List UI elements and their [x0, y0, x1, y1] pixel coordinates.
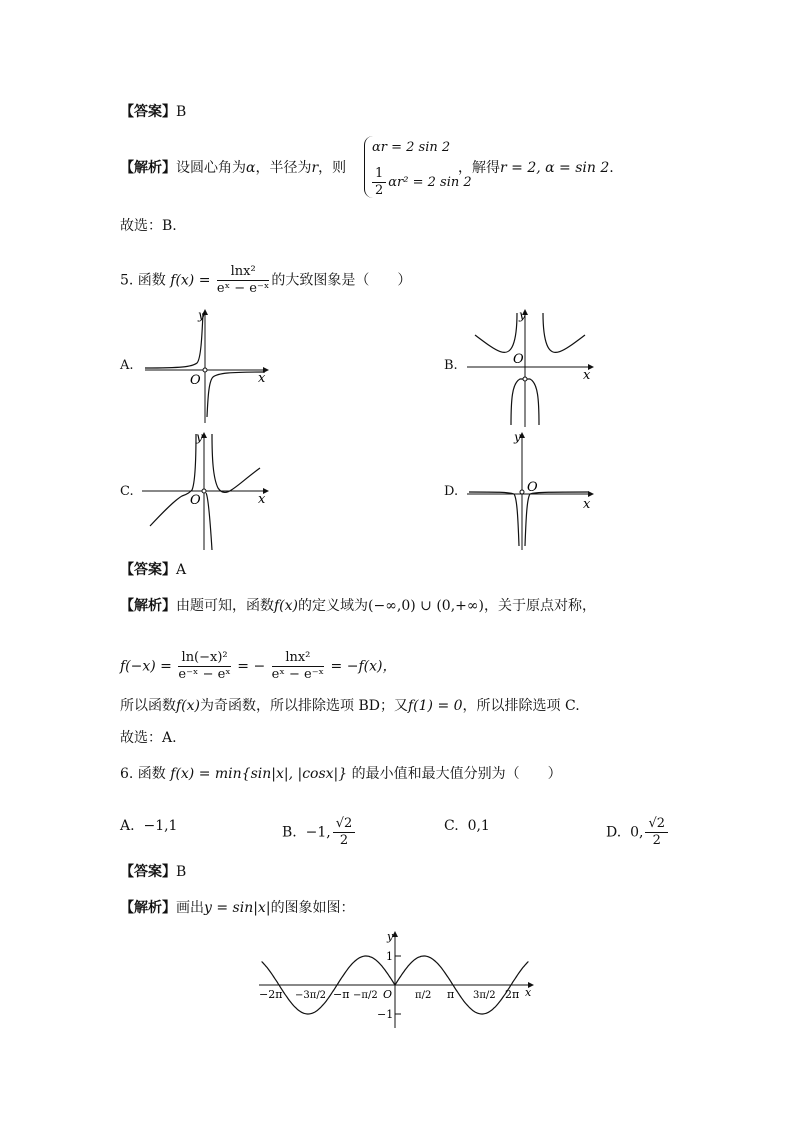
option-value: 0, — [630, 824, 644, 841]
option-value: 0,1 — [467, 818, 490, 834]
answer-5 — [120, 560, 186, 580]
analysis-5-line3 — [120, 696, 580, 716]
tick-label: O — [383, 988, 393, 1001]
analysis-label: 【解析】 — [120, 900, 176, 916]
origin-label: O — [190, 373, 201, 388]
analysis-text: ，所以排除选项 C. — [462, 698, 580, 714]
option-d-label: D. — [444, 484, 459, 499]
denominator: 2 — [339, 833, 349, 848]
tick-label: −3π/2 — [295, 990, 327, 1001]
conclusion-4: 故选：B. — [120, 218, 177, 234]
denominator: eˣ − e⁻ˣ — [271, 667, 325, 682]
curve-right-up — [212, 434, 260, 492]
y-label: y — [514, 430, 521, 444]
option-6c — [444, 816, 490, 836]
option-a-label: A. — [120, 358, 134, 373]
system-eq-1: αr = 2 sin 2 — [372, 140, 451, 155]
function-symbol: f(x) — [274, 598, 299, 614]
function-def: f(x) = min{sin|x|, |cosx|} — [170, 766, 348, 782]
curve-right-down — [206, 493, 212, 550]
eq-fraction-2 — [272, 650, 324, 683]
answer-label: 【答案】 — [120, 104, 176, 120]
option-label: B. — [282, 824, 297, 841]
question-suffix: 的最小值和最大值分别为（ ） — [351, 766, 562, 782]
eq-fraction-1 — [178, 650, 230, 683]
question-number: 5. 函数 — [120, 272, 166, 289]
denominator: e⁻ˣ − eˣ — [178, 667, 231, 682]
analysis-5-line1 — [120, 596, 596, 616]
option-value: −1, — [305, 824, 331, 841]
eq-rhs: = −f(x)， — [330, 658, 397, 675]
option-label: A. — [120, 818, 135, 834]
fraction-half — [372, 166, 386, 199]
y-label: y — [519, 308, 526, 322]
option-b-label: B. — [444, 358, 458, 373]
function-symbol: f(x) — [176, 698, 201, 714]
denominator: 2 — [375, 183, 384, 198]
tick-label: 2π — [505, 988, 520, 1001]
question-suffix: 的大致图象是（ ） — [271, 272, 412, 289]
option-fraction — [645, 816, 668, 849]
tick-label: −π/2 — [353, 990, 378, 1001]
graph-option-c — [140, 428, 275, 552]
period: . — [609, 160, 614, 176]
numerator: lnx² — [217, 264, 269, 281]
tick-label: π/2 — [415, 990, 432, 1001]
function-def: y = sin|x| — [204, 900, 271, 916]
analysis-label: 【解析】 — [120, 160, 176, 176]
eq-lhs: f(−x) = — [120, 658, 172, 675]
curve-left — [469, 492, 519, 546]
numerator: √2 — [333, 816, 356, 833]
hole — [523, 377, 527, 381]
numerator: 1 — [372, 166, 386, 183]
analysis-text: 由题可知，函数 — [176, 598, 274, 614]
value-eq: f(1) = 0 — [407, 698, 463, 714]
graph-option-d — [465, 428, 600, 552]
sin-abs-graph — [255, 928, 540, 1030]
curve-upper-right — [543, 313, 585, 352]
numerator: lnx² — [272, 650, 324, 667]
curve-right — [525, 492, 589, 546]
answer-6 — [120, 862, 186, 882]
alpha-symbol: α — [246, 160, 256, 176]
numerator: √2 — [645, 816, 668, 833]
curve-right — [207, 372, 265, 417]
solution: r = 2, α = sin 2 — [500, 160, 610, 176]
curve-left — [145, 313, 203, 368]
analysis-text: ，则 — [318, 160, 347, 176]
curve-upper-left — [475, 313, 517, 352]
answer-value: A — [176, 562, 187, 578]
analysis-text: ，关于原点对称， — [484, 598, 596, 614]
option-6d — [606, 816, 670, 849]
tick-label: −2π — [259, 988, 283, 1001]
origin-label: O — [190, 493, 201, 508]
question-number: 6. 函数 — [120, 766, 166, 782]
function-name: f(x) = — [170, 272, 211, 289]
origin-hole — [202, 489, 206, 493]
answer-value: B — [176, 104, 187, 120]
eq-mid: = − — [237, 658, 266, 675]
option-fraction — [333, 816, 356, 849]
x-label: x — [583, 368, 591, 383]
option-value: −1,1 — [143, 818, 178, 834]
curve-left — [150, 434, 196, 526]
origin-hole — [520, 490, 524, 494]
analysis-6 — [120, 898, 355, 918]
origin-label: O — [513, 352, 524, 367]
analysis-text: 为奇函数，所以排除选项 BD；又 — [200, 698, 408, 714]
tick-label: 3π/2 — [473, 990, 496, 1001]
y-tick-minus1: −1 — [377, 1008, 394, 1021]
answer-label: 【答案】 — [120, 562, 176, 578]
system-eq-2 — [370, 166, 472, 199]
domain: (−∞,0) ∪ (0,+∞) — [368, 598, 484, 614]
origin-hole — [203, 368, 207, 372]
tick-label: −π — [333, 988, 350, 1001]
origin-label: O — [527, 480, 538, 495]
option-6a — [120, 816, 177, 836]
analysis-4 — [120, 158, 346, 178]
analysis-text: 的图象如图： — [270, 900, 355, 916]
option-label: D. — [606, 824, 622, 841]
option-label: C. — [444, 818, 459, 834]
x-label: x — [583, 497, 591, 512]
eq2-rest: αr² = 2 sin 2 — [388, 175, 472, 190]
denominator: 2 — [652, 833, 661, 848]
conclusion-5: 故选：A. — [120, 730, 177, 746]
analysis-label: 【解析】 — [120, 598, 176, 614]
question-6 — [120, 764, 562, 784]
y-tick-1: 1 — [386, 950, 393, 963]
x-label: x — [258, 492, 266, 507]
x-label: x — [525, 986, 532, 999]
denominator: eˣ − e⁻ˣ — [216, 281, 270, 296]
question-5 — [120, 264, 411, 297]
graph-option-b — [465, 305, 600, 430]
tick-label: π — [447, 988, 455, 1001]
answer-4 — [120, 102, 186, 122]
answer-label: 【答案】 — [120, 864, 176, 880]
x-label: x — [258, 371, 266, 386]
analysis-text: ，解得 — [458, 160, 500, 176]
analysis-text: 所以函数 — [120, 698, 176, 714]
answer-value: B — [176, 864, 187, 880]
option-c-label: C. — [120, 484, 134, 499]
analysis-text: 设圆心角为 — [176, 160, 246, 176]
analysis-text: 的定义域为 — [298, 598, 369, 614]
y-label: y — [198, 308, 205, 322]
option-6b — [282, 816, 357, 849]
r-symbol: r — [311, 160, 319, 176]
analysis-4-solution — [458, 158, 614, 178]
numerator: ln(−x)² — [178, 650, 230, 667]
y-label: y — [196, 430, 203, 444]
graph-option-a — [140, 305, 275, 425]
analysis-text: ，半径为 — [255, 160, 312, 176]
y-label: y — [387, 930, 394, 943]
function-fraction — [217, 264, 269, 297]
analysis-text: 画出 — [176, 900, 204, 916]
analysis-5-equation — [120, 650, 396, 683]
